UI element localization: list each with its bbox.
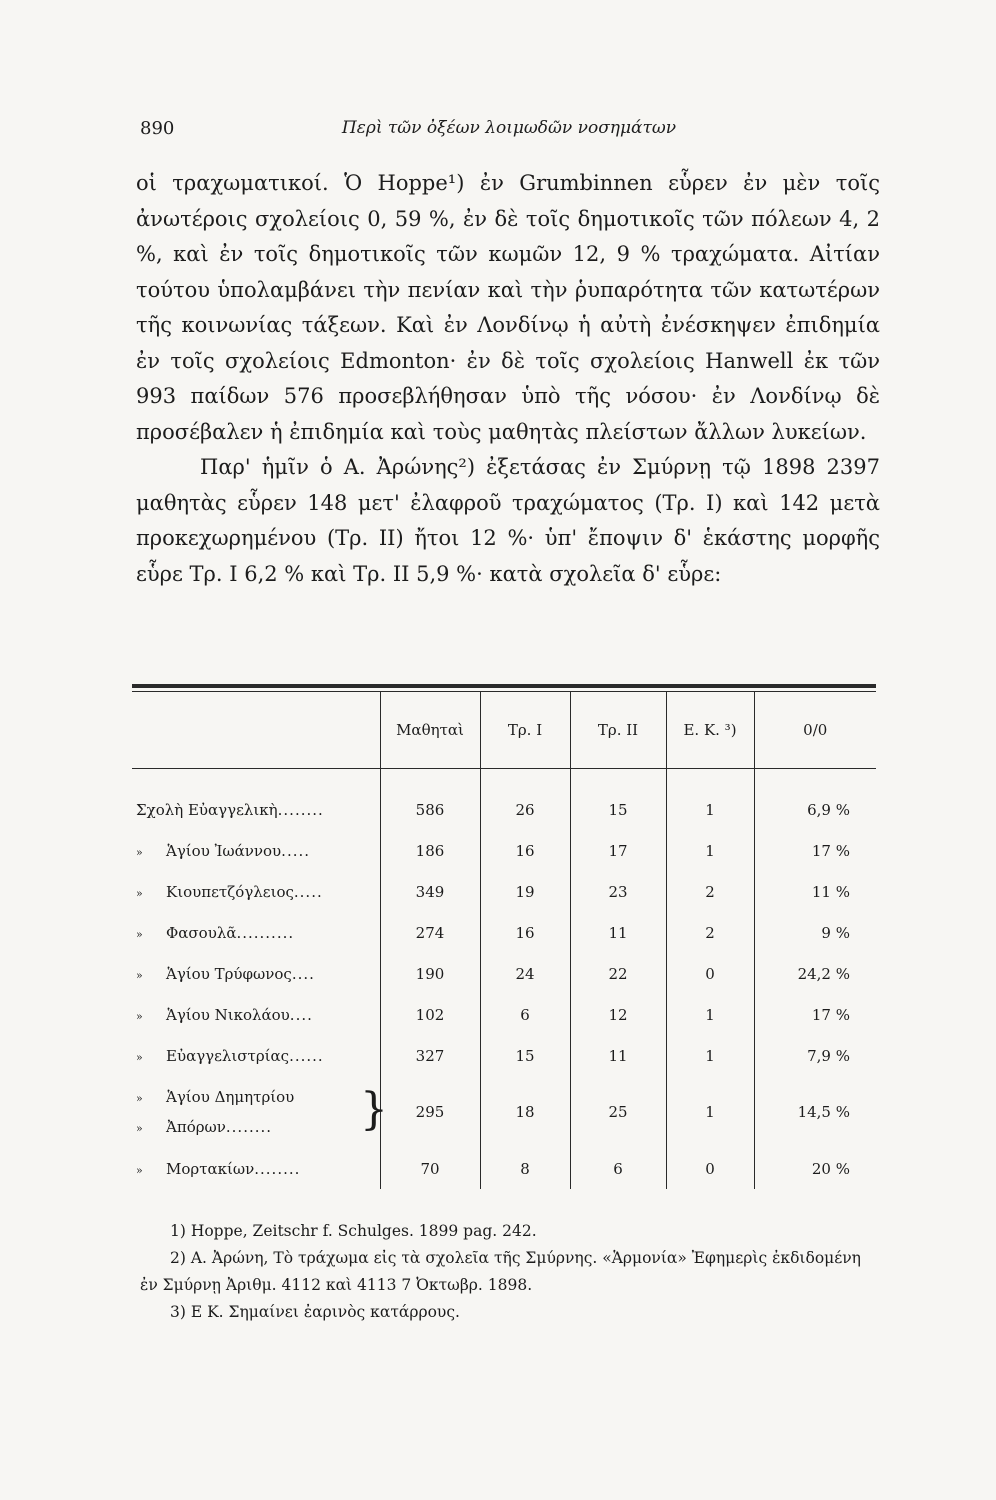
cell-tr2: 12 [570,994,666,1035]
cell-pupils: 190 [380,953,480,994]
cell-ek: 1 [666,769,754,831]
cell-tr1: 16 [480,912,570,953]
cell-tr1: 26 [480,769,570,831]
schools-table [132,692,876,1189]
school-name: » Ἁγίου Νικολάου.... [136,1005,313,1024]
cell-tr1: 24 [480,953,570,994]
cell-percent: 9 % [754,912,876,953]
cell-ek: 1 [666,994,754,1035]
cell-tr1: 15 [480,1035,570,1076]
cell-tr2: 23 [570,871,666,912]
cell-tr2: 25 [570,1076,666,1148]
cell-tr2: 22 [570,953,666,994]
cell-tr1: 8 [480,1148,570,1189]
cell-tr1: 18 [480,1076,570,1148]
cell-tr2: 6 [570,1148,666,1189]
cell-pupils: 70 [380,1148,480,1189]
brace-icon: } [360,1084,388,1135]
table-row [132,994,876,1035]
cell-tr1: 16 [480,830,570,871]
cell-ek: 0 [666,953,754,994]
cell-percent: 11 % [754,871,876,912]
cell-percent: 17 % [754,994,876,1035]
header-school [132,692,380,769]
cell-percent: 14,5 % [754,1076,876,1148]
table-row [132,830,876,871]
cell-ek: 1 [666,830,754,871]
table-row [132,1148,876,1189]
cell-pupils: 349 [380,871,480,912]
table-row [132,912,876,953]
header-percent: 0/0 [754,692,876,769]
page-header [140,118,878,148]
schools-table-container [132,684,876,1189]
cell-ek: 1 [666,1035,754,1076]
school-name: » Φασουλᾶ.......... [136,923,295,942]
footnotes [140,1218,880,1326]
school-name: » Εὐαγγελιστρίας...... [136,1046,324,1065]
cell-pupils: 102 [380,994,480,1035]
table-header-row [132,692,876,769]
cell-percent: 20 % [754,1148,876,1189]
cell-percent: 6,9 % [754,769,876,831]
table-top-rule [132,684,876,688]
cell-percent: 7,9 % [754,1035,876,1076]
table-row [132,953,876,994]
footnote-2: 2) Α. Ἀρώνη, Τὸ τράχωμα εἰς τὰ σχολεῖα τῆς Σμύρνης. «Ἁρμονία» Ἐφημερὶς ἐκδιδομένη ἐν Σμύρνῃ Ἀριθμ. 4112 καὶ 4113 7 Ὀκτωβρ. 1898. [140,1249,861,1294]
header-ek: Ε. Κ. ³) [666,692,754,769]
cell-tr1: 19 [480,871,570,912]
table-row [132,1035,876,1076]
cell-pupils: 586 [380,769,480,831]
cell-tr1: 6 [480,994,570,1035]
cell-ek: 2 [666,871,754,912]
cell-percent: 24,2 % [754,953,876,994]
footnote-3: 3) Ε Κ. Σημαίνει ἐαρινὸς κατάρρους. [170,1303,460,1321]
cell-pupils: 295 [380,1076,480,1148]
cell-tr2: 15 [570,769,666,831]
table-row [132,1076,876,1148]
cell-pupils: 186 [380,830,480,871]
cell-tr2: 11 [570,912,666,953]
cell-tr2: 17 [570,830,666,871]
school-name: » Ἁγίου Τρύφωνος.... [136,964,315,983]
paragraph-2: Παρ' ἡμῖν ὁ Α. Ἀρώνης²) ἐξετάσας ἐν Σμύρνῃ τῷ 1898 2397 μαθητὰς εὗρεν 148 μετ' ἐλαφροῦ τραχώματος (Τρ. Ι) καὶ 142 μετὰ προκεχωρημένου (Τρ. ΙΙ) ἤτοι 12 %· ὑπ' ἔποψιν δ' ἑκάστης μορφῆς εὗρε Τρ. Ι 6,2 % καὶ Τρ. ΙΙ 5,9 %· κατὰ σχολεῖα δ' εὗρε: [136,455,880,586]
table-row [132,769,876,831]
cell-ek: 1 [666,1076,754,1148]
cell-tr2: 11 [570,1035,666,1076]
paragraph-1: οἱ τραχωματικοί. Ὁ Hoppe¹) ἐν Grumbinnen εὗρεν ἐν μὲν τοῖς ἀνωτέροις σχολείοις 0, 59 %, ἐν δὲ τοῖς δημοτικοῖς τῶν πόλεων 4, 2 %, καὶ ἐν τοῖς δημοτικοῖς τῶν κωμῶν 12, 9 % τραχώματα. Αἰτίαν τούτου ὑπολαμβάνει τὴν πενίαν καὶ τὴν ῥυπαρότητα τῶν κατωτέρων τῆς κοινωνίας τάξεων. Καὶ ἐν Λονδίνῳ ἡ αὐτὴ ἐνέσκηψεν ἐπιδημία ἐν τοῖς σχολείοις Edmonton· ἐν δὲ τοῖς σχολείοις Hanwell ἐκ τῶν 993 παίδων 576 προσεβλήθησαν ὑπὸ τῆς νόσου· ἐν Λονδίνῳ δὲ προσέβαλεν ἡ ἐπιδημία καὶ τοὺς μαθητὰς πλείστων ἄλλων λυκείων. [136,171,880,444]
page-number: 890 [140,118,175,139]
running-title: Περὶ τῶν ὀξέων λοιμωδῶν νοσημάτων [341,118,677,138]
school-name: » Ἁγίου Δημητρίου » Ἀπόρων........ } [136,1084,388,1136]
header-tr2: Τρ. ΙΙ [570,692,666,769]
cell-pupils: 327 [380,1035,480,1076]
cell-ek: 2 [666,912,754,953]
body-text [136,166,880,592]
cell-ek: 0 [666,1148,754,1189]
school-name: » Κιουπετζόγλειος..... [136,882,323,901]
school-name: » Μορτακίων........ [136,1159,301,1178]
school-name: Σχολὴ Εὐαγγελικὴ........ [136,800,324,819]
footnote-1: 1) Hoppe, Zeitschr f. Schulges. 1899 pag. 242. [170,1222,537,1240]
school-name: » Ἁγίου Ἰωάννου..... [136,841,311,860]
cell-pupils: 274 [380,912,480,953]
header-tr1: Τρ. Ι [480,692,570,769]
table-row [132,871,876,912]
header-pupils: Μαθηταὶ [380,692,480,769]
cell-percent: 17 % [754,830,876,871]
